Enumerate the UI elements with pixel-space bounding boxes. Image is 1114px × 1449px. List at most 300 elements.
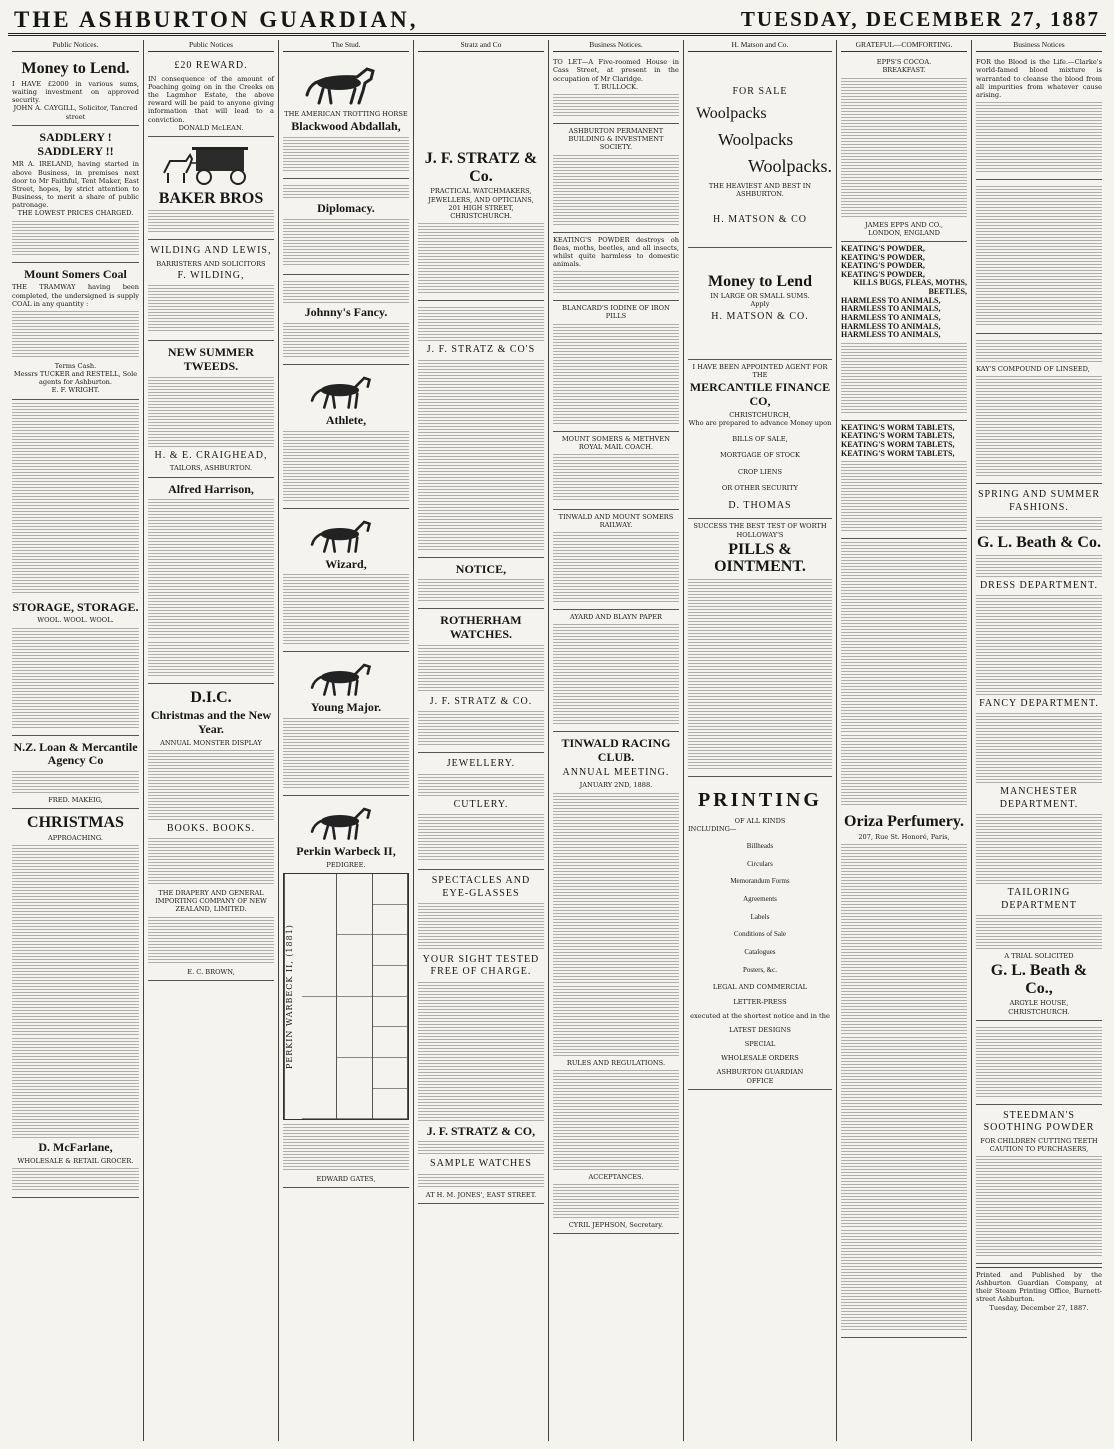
small-print	[553, 324, 679, 424]
ad-text: ANNUAL MONSTER DISPLAY	[160, 738, 262, 747]
ad-text: THE HEAVIEST AND BEST IN ASHBURTON.	[708, 181, 812, 199]
dic-ad	[148, 684, 274, 980]
ad-heading: ASHBURTON PERMANENT BUILDING & INVESTMENT SOCIETY.	[568, 126, 664, 152]
list-item: Conditions of Sale	[733, 930, 787, 939]
ad-text: WHOLESALE & RETAIL GROCER.	[17, 1156, 134, 1165]
small-print	[148, 285, 274, 333]
small-print	[976, 376, 1102, 476]
small-print	[976, 186, 1102, 326]
ad-heading: Young Major.	[310, 700, 382, 715]
ad-subheading: DRESS DEPARTMENT.	[979, 579, 1099, 591]
ad-text: I HAVE £2000 in various sums, waiting investment on approved security.	[12, 79, 139, 105]
small-print	[841, 735, 967, 805]
ad-heading: KAY'S COMPOUND OF LINSEED,	[976, 365, 1090, 374]
ad-heading: WILDING AND LEWIS,	[150, 245, 272, 257]
spectacles-ad	[418, 870, 544, 1204]
rotherham-ad	[418, 609, 544, 753]
masthead-title: THE ASHBURTON GUARDIAN,	[14, 6, 419, 32]
horse-illustration	[306, 658, 386, 698]
ad-text: LONDON, ENGLAND	[868, 228, 940, 237]
ad-text: CHRISTCHURCH.	[1008, 1007, 1070, 1016]
ad-heading: KEATING'S POWDER,	[841, 261, 925, 271]
ad-subheading: TAILORING DEPARTMENT	[1001, 887, 1077, 911]
ad-heading: Woolpacks	[717, 129, 794, 149]
kay-compound-ad	[976, 334, 1102, 484]
hearse-illustration	[156, 143, 266, 187]
reward-ad	[148, 55, 274, 137]
small-print	[283, 281, 409, 303]
holloway-ad	[688, 519, 832, 777]
column-header: H. Matson and Co.	[688, 40, 832, 52]
ad-heading: J. F. STRATZ & CO.	[429, 695, 533, 707]
money-to-lend-ad	[12, 55, 139, 125]
ad-heading: KILLS BUGS, FLEAS, MOTHS, BEETLES,	[853, 278, 967, 297]
column-header: The Stud.	[283, 40, 409, 52]
ad-text: OF ALL KINDS	[734, 816, 786, 825]
coal-ad	[12, 263, 139, 400]
ad-heading: Athlete,	[325, 412, 367, 427]
pedigree-table	[283, 873, 409, 1120]
ad-heading: Oriza Perfumery.	[844, 813, 964, 831]
ad-text: LETTER-PRESS	[733, 997, 787, 1006]
ad-text: I HAVE BEEN APPOINTED AGENT FOR THE	[692, 362, 828, 380]
masthead	[8, 6, 1106, 36]
ad-heading: F. WILDING,	[177, 270, 245, 282]
small-print	[553, 793, 679, 983]
ad-heading: G. L. Beath & Co.,	[990, 962, 1088, 997]
saddlery-ad	[12, 126, 139, 263]
ad-text: executed at the shortest notice and in the	[690, 1011, 830, 1020]
list-item: Posters, &c.	[742, 965, 777, 974]
ad-heading: Mount Somers Coal	[24, 266, 127, 281]
ad-text: Messrs TUCKER and RESTELL, Sole agents for Ashburton.	[13, 370, 138, 387]
storage-ad	[12, 596, 139, 736]
small-print	[841, 343, 967, 413]
small-print	[283, 718, 409, 788]
small-print	[148, 642, 274, 676]
small-print	[418, 645, 544, 693]
ad-heading: Johnny's Fancy.	[304, 305, 388, 320]
small-print	[418, 307, 544, 341]
jewellery-ad	[418, 753, 544, 870]
ad-subheading: PEDIGREE.	[326, 861, 366, 870]
ad-signature: E. F. WRIGHT.	[51, 386, 100, 395]
ad-subheading: SAMPLE WATCHES	[430, 1158, 532, 1170]
ad-heading: KEATING'S WORM TABLETS,	[841, 440, 955, 450]
ad-heading: Perkin Warbeck II,	[296, 844, 396, 859]
ad-heading: SADDLERY ! SADDLERY !!	[37, 129, 114, 158]
ad-heading: BAKER BROS	[158, 189, 264, 207]
railway-ad	[553, 510, 679, 610]
small-print	[418, 1174, 544, 1188]
small-print	[12, 628, 139, 728]
woolpacks-ad	[688, 55, 832, 247]
small-print	[553, 155, 679, 225]
column-7	[836, 40, 971, 1441]
column-3	[278, 40, 413, 1441]
ad-heading: HARMLESS TO ANIMALS,	[841, 295, 941, 305]
ad-text: MORTGAGE OF STOCK	[719, 451, 800, 460]
ad-text: ASHBURTON GUARDIAN	[716, 1068, 804, 1077]
small-print	[148, 750, 274, 820]
divider	[976, 1267, 1102, 1268]
ad-heading: KEATING'S WORM TABLETS,	[841, 431, 955, 441]
keating-ad	[553, 233, 679, 302]
pedigree-column	[373, 874, 408, 1119]
ad-subheading: APPROACHING.	[47, 833, 104, 842]
ad-text: IN consequence of the amount of Poaching going on in the Creeks on the Lagmhor Estate, the above reward will be paid to anyone giving information that will lead to a conviction.	[147, 74, 274, 124]
young-major-ad	[283, 652, 409, 796]
small-print	[553, 986, 679, 1056]
blancard-ad	[553, 301, 679, 431]
column-header: GRATEFUL—COMFORTING.	[841, 40, 967, 52]
baker-bros-ad	[148, 137, 274, 241]
blackwood-ad	[283, 55, 409, 179]
ad-heading: TINWALD AND MOUNT SOMERS RAILWAY.	[558, 512, 674, 530]
imprint-date: Tuesday, December 27, 1887.	[989, 1303, 1089, 1312]
imprint: Printed and Published by the Ashburton Guardian Company, at their Steam Printing Office, Burnett-street Ashburton.	[976, 1270, 1102, 1304]
ad-subheading: ANNUAL MEETING.	[562, 766, 670, 778]
small-print	[283, 431, 409, 501]
small-print	[976, 713, 1102, 783]
epps-cocoa-ad	[841, 55, 967, 242]
tweeds-ad	[148, 341, 274, 477]
pedigree-label: PERKIN WARBECK II, (1881)	[284, 874, 302, 1119]
ad-subheading: BREAKFAST.	[882, 66, 926, 75]
small-print	[418, 1141, 544, 1155]
ad-heading: EPPS'S COCOA.	[876, 58, 932, 67]
ad-subheading: BARRISTERS AND SOLICITORS	[156, 259, 266, 268]
columns	[8, 40, 1106, 1441]
ad-heading: NOTICE,	[455, 561, 507, 576]
ad-text: THE LOWEST PRICES CHARGED.	[17, 209, 134, 218]
ad-subheading: MANCHESTER DEPARTMENT.	[999, 786, 1079, 810]
ad-subheading: RULES AND REGULATIONS.	[566, 1058, 666, 1067]
small-print	[148, 499, 274, 639]
small-print	[688, 579, 832, 769]
small-print	[976, 915, 1102, 949]
wilding-ad	[148, 240, 274, 341]
ad-text: LEGAL AND COMMERCIAL	[712, 983, 808, 992]
ad-subheading: Christmas and the New Year.	[150, 707, 272, 736]
ad-signature: JOHN A. CAYGILL, Solicitor, Tancred street	[13, 104, 138, 121]
ad-text: INCLUDING—	[687, 824, 737, 833]
small-print	[418, 774, 544, 796]
horse-illustration	[306, 802, 386, 842]
money-lend-ad	[688, 248, 832, 360]
horse-illustration	[301, 61, 391, 107]
small-print	[553, 532, 679, 602]
ad-text: Apply	[750, 300, 770, 309]
ad-heading: D.I.C.	[190, 689, 232, 707]
list-item: Billheads	[746, 842, 774, 850]
ad-text: KEATING'S POWDER destroys oh fleas, moths, beetles, and all insects, whilst quite harmless to domestic animals.	[552, 235, 679, 269]
ad-text: 201 HIGH STREET, CHRISTCHURCH.	[448, 203, 514, 220]
ad-text: OR OTHER SECURITY	[721, 483, 799, 492]
ad-text: PRACTICAL WATCHMAKERS, JEWELLERS, AND OPTICIANS,	[428, 187, 534, 204]
small-print	[12, 845, 139, 1035]
ad-heading: G. L. Beath & Co.	[976, 534, 1101, 552]
ad-text: HOLLOWAY'S	[736, 530, 784, 539]
small-print	[976, 102, 1102, 172]
ad-signature: H. MATSON & CO.	[711, 310, 809, 322]
keating-powder-ad	[841, 242, 967, 421]
pennyroyal-ad	[976, 1021, 1102, 1105]
ad-heading: PILLS & OINTMENT.	[714, 540, 806, 576]
pills-ad	[976, 180, 1102, 334]
ad-text: MR A. IRELAND, having started in above Business, in premises next door to Mr Faithful, Tent Maker, East Street, hopes, by strict attention to Business, to merit a share of public patronage.	[12, 160, 139, 210]
small-print	[283, 185, 409, 199]
ad-heading: KEATING'S POWDER,	[841, 243, 925, 253]
ad-heading: STEEDMAN'S SOOTHING POWDER	[983, 1109, 1095, 1134]
ad-heading: SPRING AND SUMMER FASHIONS.	[977, 489, 1100, 513]
small-print	[283, 574, 409, 644]
small-print	[976, 814, 1102, 884]
ad-text: CAUTION TO PURCHASERS,	[989, 1144, 1089, 1153]
horse-illustration	[306, 371, 386, 411]
ad-text: SUCCESS THE BEST TEST OF WORTH	[693, 522, 827, 531]
small-print	[418, 814, 544, 862]
small-print	[418, 711, 544, 745]
ad-heading: Blackwood Abdallah,	[291, 119, 401, 134]
ad-heading: KEATING'S POWDER,	[841, 269, 925, 279]
christmas-ad	[12, 809, 139, 1198]
small-print	[976, 517, 1102, 531]
stratz-ad	[418, 55, 544, 301]
small-print	[283, 323, 409, 357]
ad-text: CHRISTCHURCH,	[729, 410, 791, 419]
column-2	[143, 40, 278, 1441]
ad-signature: H. MATSON & CO	[712, 214, 807, 226]
ad-heading: PRINTING	[697, 788, 822, 811]
steedman-ad	[976, 1105, 1102, 1264]
ad-heading: JEWELLERY.	[446, 758, 516, 770]
worm-tablets-ad	[841, 421, 967, 540]
ad-signature: H. & E. CRAIGHEAD,	[154, 450, 268, 462]
ad-heading: HARMLESS TO ANIMALS,	[841, 304, 941, 314]
ad-signature: D. McFarlane,	[38, 1140, 113, 1155]
ad-signature: CYRIL JEPHSON, Secretary.	[568, 1220, 664, 1229]
ad-text: THE DRAPERY AND GENERAL IMPORTING COMPANY OF NEW ZEALAND, LIMITED.	[155, 889, 267, 914]
ad-text: OFFICE	[746, 1076, 774, 1085]
small-print	[841, 1230, 967, 1330]
ad-heading: BLANCARD'S IODINE OF IRON PILLS	[562, 304, 670, 321]
list-item: Circulars	[747, 859, 773, 868]
ad-heading: Woolpacks.	[747, 155, 832, 176]
ad-heading: KEATING'S POWDER,	[841, 252, 925, 262]
ad-signature: FRED. MAKEIG,	[48, 796, 103, 805]
small-print	[283, 219, 409, 267]
ad-subheading: WOOL. WOOL. WOOL.	[37, 616, 114, 625]
small-print	[12, 403, 139, 593]
ad-text: Who are prepared to advance Money upon	[688, 419, 832, 428]
ad-subheading: THE AMERICAN TROTTING HORSE	[284, 110, 408, 119]
small-print	[553, 94, 679, 116]
ad-text: LATEST DESIGNS	[729, 1025, 791, 1034]
ad-heading: J. F. STRATZ & CO'S	[426, 344, 536, 356]
column-1	[8, 40, 143, 1441]
list-item: Labels	[750, 912, 770, 921]
printing-ad	[688, 777, 832, 1090]
ad-text: SPECIAL	[744, 1040, 776, 1049]
column-header: Business Notices	[976, 40, 1102, 52]
ad-heading: HARMLESS TO ANIMALS,	[841, 330, 941, 340]
small-print	[976, 1156, 1102, 1256]
small-print	[553, 454, 679, 502]
small-print	[418, 903, 544, 951]
notice-ad	[418, 558, 544, 610]
ad-heading: KEATING'S WORM TABLETS,	[841, 448, 955, 458]
small-print	[553, 1184, 679, 1218]
printing-list	[688, 842, 832, 974]
ad-heading: Money to Lend.	[21, 60, 130, 78]
list-item: Agreements	[743, 895, 777, 904]
ad-heading: AYARD AND BLAYN PAPER	[569, 613, 663, 622]
ad-heading: Wizard,	[325, 556, 367, 571]
ad-text: WHOLESALE ORDERS	[721, 1054, 799, 1063]
coach-ad	[553, 432, 679, 510]
ad-heading: HARMLESS TO ANIMALS,	[841, 321, 941, 331]
ad-text: FOR CHILDREN CUTTING TEETH	[980, 1136, 1098, 1145]
building-society-ad	[553, 124, 679, 233]
ad-subheading: FANCY DEPARTMENT.	[979, 698, 1099, 710]
ad-heading: FOR SALE	[732, 86, 788, 98]
ad-text: IN LARGE OR SMALL SUMS.	[710, 292, 810, 301]
small-print	[148, 210, 274, 232]
ad-heading: HARMLESS TO ANIMALS,	[841, 312, 941, 322]
small-print	[283, 137, 409, 171]
small-print	[841, 844, 967, 1034]
ad-heading: Woolpacks	[695, 104, 767, 122]
perkin-warbeck-ad	[283, 796, 409, 1188]
ad-heading: Alfred Harrison,	[168, 481, 254, 496]
ad-heading: MOUNT SOMERS & METHVEN ROYAL MAIL COACH.	[561, 434, 670, 451]
oriza-ad	[841, 808, 967, 1338]
small-print	[841, 78, 967, 218]
small-print	[418, 360, 544, 550]
small-print	[12, 311, 139, 359]
small-print	[976, 595, 1102, 695]
ad-subheading: BOOKS. BOOKS.	[166, 822, 256, 834]
ad-text: FOR the Blood is the Life.—Clarke's world-famed blood mixture is warranted to cleanse the blood from all impurities from whatever cause arising.	[976, 58, 1102, 99]
johnny-ad	[283, 275, 409, 365]
ad-heading: KEATING'S WORM TABLETS,	[841, 422, 955, 432]
wizard-ad	[283, 509, 409, 653]
ad-heading: £20 REWARD.	[174, 60, 248, 72]
ad-heading: MERCANTILE FINANCE CO,	[689, 380, 831, 409]
ad-text: JANUARY 2ND, 1888.	[579, 781, 653, 790]
masthead-date: TUESDAY, DECEMBER 27, 1887	[740, 7, 1100, 31]
small-print	[12, 1038, 139, 1138]
list-item: Memorandum Forms	[730, 877, 790, 886]
paper-ad	[553, 610, 679, 732]
ad-heading: YOUR SIGHT TESTED FREE OF CHARGE.	[422, 953, 540, 978]
ad-text: TO LET—A Five-roomed House in Cass Street, at present in the occupation of Mr Claridge.	[552, 58, 679, 83]
column-header: Stratz and Co	[418, 40, 544, 52]
small-print	[148, 838, 274, 886]
ad-text: TAILORS, ASHBURTON.	[169, 464, 253, 473]
small-print	[841, 461, 967, 531]
ad-heading: CHRISTMAS	[27, 814, 124, 832]
ad-text: CROP LIENS	[737, 467, 782, 476]
ad-heading: J. F. STRATZ & Co.	[424, 150, 538, 185]
ad-text: AT H. M. JONES', EAST STREET.	[425, 1190, 537, 1199]
small-print	[418, 223, 544, 293]
column-6	[683, 40, 836, 1441]
column-header: Public Notices.	[12, 40, 139, 52]
ad-signature: D. THOMAS	[728, 499, 792, 511]
small-print	[841, 1037, 967, 1227]
small-print	[12, 1168, 139, 1190]
small-print	[148, 377, 274, 447]
column-8	[971, 40, 1106, 1441]
ad-text: Terms Cash.	[54, 361, 97, 370]
small-print	[976, 340, 1102, 362]
ad-signature: T. BULLOCK.	[593, 82, 639, 91]
ad-signature: EDWARD GATES,	[316, 1175, 376, 1184]
mercantile-finance-ad	[688, 360, 832, 519]
small-print	[553, 1070, 679, 1170]
column-5	[548, 40, 683, 1441]
to-let-ad	[553, 55, 679, 124]
racing-club-ad	[553, 732, 679, 1234]
small-print	[841, 542, 967, 732]
ad-heading: ROTHERHAM WATCHES.	[440, 613, 522, 642]
ad-text: ARGYLE HOUSE,	[1009, 999, 1069, 1008]
ad-heading: Diplomacy.	[317, 201, 375, 216]
small-print	[418, 982, 544, 1122]
ad-text: BILLS OF SALE,	[732, 435, 788, 444]
small-print	[976, 1027, 1102, 1097]
small-print	[148, 917, 274, 965]
column-header: Business Notices.	[553, 40, 679, 52]
column-header: Public Notices	[148, 40, 274, 52]
small-print	[976, 555, 1102, 577]
pedigree-column	[302, 874, 337, 1119]
ad-text: THE TRAMWAY having been completed, the undersigned is supply COAL in any quantity :	[12, 283, 139, 308]
ad-signature: E. C. BROWN,	[187, 967, 235, 976]
ad-subheading: ACCEPTANCES.	[588, 1172, 644, 1181]
ad-heading: Money to Lend	[707, 272, 812, 290]
ad-text: A TRIAL SOLICITED	[1004, 952, 1074, 961]
stratz-watches-ad	[418, 301, 544, 557]
athlete-ad	[283, 365, 409, 509]
beath-ad	[976, 484, 1102, 1020]
ad-signature: DONALD McLEAN.	[178, 123, 244, 132]
diplomacy-ad	[283, 179, 409, 275]
ad-signature: JAMES EPPS AND CO.,	[864, 220, 944, 229]
ad-heading: CUTLERY.	[453, 798, 509, 810]
small-print	[553, 271, 679, 293]
ad-text: 207, Rue St. Honoré, Paris,	[858, 832, 950, 841]
horse-illustration	[306, 515, 386, 555]
small-print	[418, 579, 544, 601]
small-print	[12, 221, 139, 255]
small-print	[283, 1124, 409, 1172]
ad-heading: NEW SUMMER TWEEDS.	[167, 345, 255, 374]
clarke-blood-ad	[976, 55, 1102, 180]
pedigree-column	[337, 874, 372, 1119]
ad-heading: J. F. STRATZ & CO,	[426, 1123, 536, 1138]
ad-heading: TINWALD RACING CLUB.	[561, 736, 671, 765]
column-4	[413, 40, 548, 1441]
ad-heading: N.Z. Loan & Mercantile Agency Co	[13, 739, 138, 768]
harrison-ad	[148, 478, 274, 685]
small-print	[553, 624, 679, 724]
ad-heading: STORAGE, STORAGE.	[12, 599, 139, 614]
list-item: Catalogues	[744, 948, 776, 957]
ad-heading: SPECTACLES AND EYE-GLASSES	[431, 875, 531, 899]
